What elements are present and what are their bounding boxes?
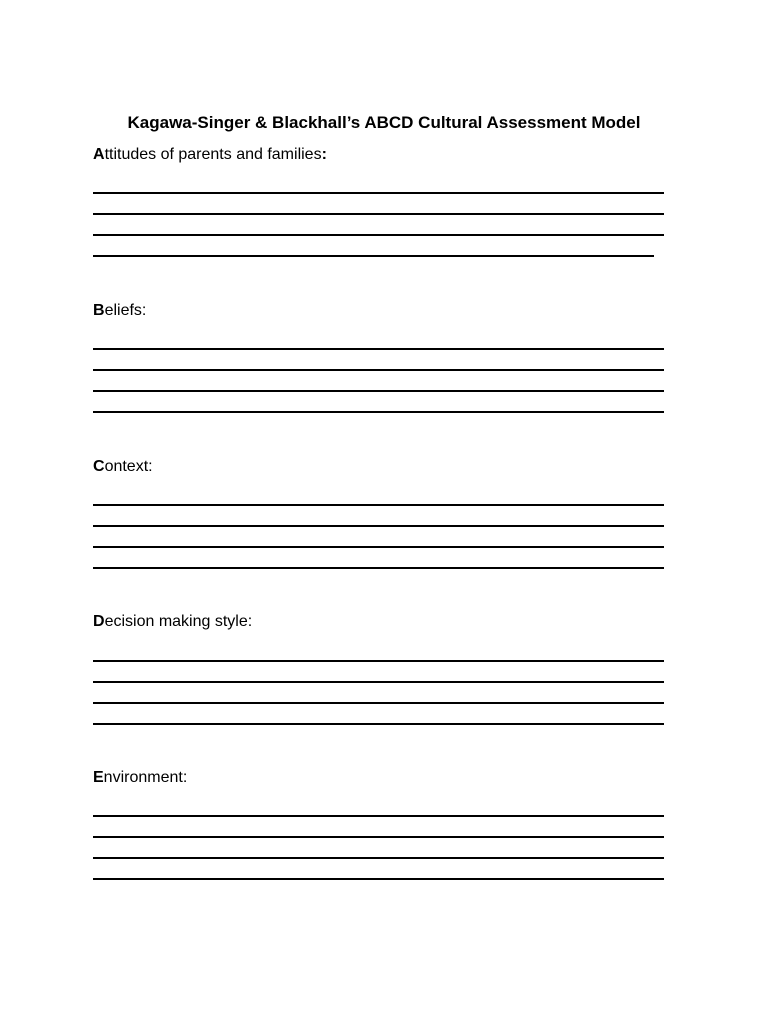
section-attitudes	[93, 145, 664, 165]
section-environment	[93, 768, 664, 788]
answer-line[interactable]	[93, 857, 664, 859]
answer-line[interactable]	[93, 192, 664, 194]
answer-line[interactable]	[93, 255, 654, 257]
section-beliefs	[93, 301, 664, 321]
answer-line[interactable]	[93, 525, 664, 527]
section-context	[93, 457, 664, 477]
section-initial: C	[93, 458, 105, 475]
section-label	[93, 301, 664, 321]
section-label-colon: :	[182, 769, 188, 786]
section-initial: E	[93, 769, 104, 786]
answer-line[interactable]	[93, 369, 664, 371]
section-label	[93, 145, 664, 165]
answer-line[interactable]	[93, 878, 664, 880]
section-label-colon: :	[148, 458, 153, 475]
answer-line[interactable]	[93, 815, 664, 817]
section-initial: A	[93, 146, 105, 163]
answer-line[interactable]	[93, 723, 664, 725]
section-label-rest: ttitudes of parents and families	[104, 146, 322, 163]
section-decision-making-style	[93, 612, 664, 632]
answer-line[interactable]	[93, 348, 664, 350]
answer-line[interactable]	[93, 546, 664, 548]
answer-line[interactable]	[93, 702, 664, 704]
answer-line[interactable]	[93, 504, 664, 506]
answer-line[interactable]	[93, 836, 664, 838]
section-label-rest: nvironment	[103, 769, 183, 786]
answer-line[interactable]	[93, 567, 664, 569]
section-initial: B	[93, 302, 105, 319]
section-label-rest: ecision making style	[104, 613, 248, 630]
form-title-text: Kagawa-Singer & Blackhall’s ABCD Cultural Assessment Model	[127, 113, 641, 132]
section-label	[93, 768, 664, 788]
section-label-rest: eliefs	[104, 302, 142, 319]
answer-line[interactable]	[93, 213, 664, 215]
section-label	[93, 612, 664, 632]
section-label-colon: :	[321, 146, 327, 163]
section-label-rest: ontext	[104, 458, 149, 475]
section-label-colon: :	[141, 302, 147, 319]
answer-line[interactable]	[93, 681, 664, 683]
answer-line[interactable]	[93, 234, 664, 236]
section-initial: D	[93, 613, 105, 630]
answer-line[interactable]	[93, 660, 664, 662]
section-label-colon: :	[247, 613, 253, 630]
form-title	[0, 113, 768, 133]
answer-line[interactable]	[93, 390, 664, 392]
answer-line[interactable]	[93, 411, 664, 413]
section-label	[93, 457, 664, 477]
